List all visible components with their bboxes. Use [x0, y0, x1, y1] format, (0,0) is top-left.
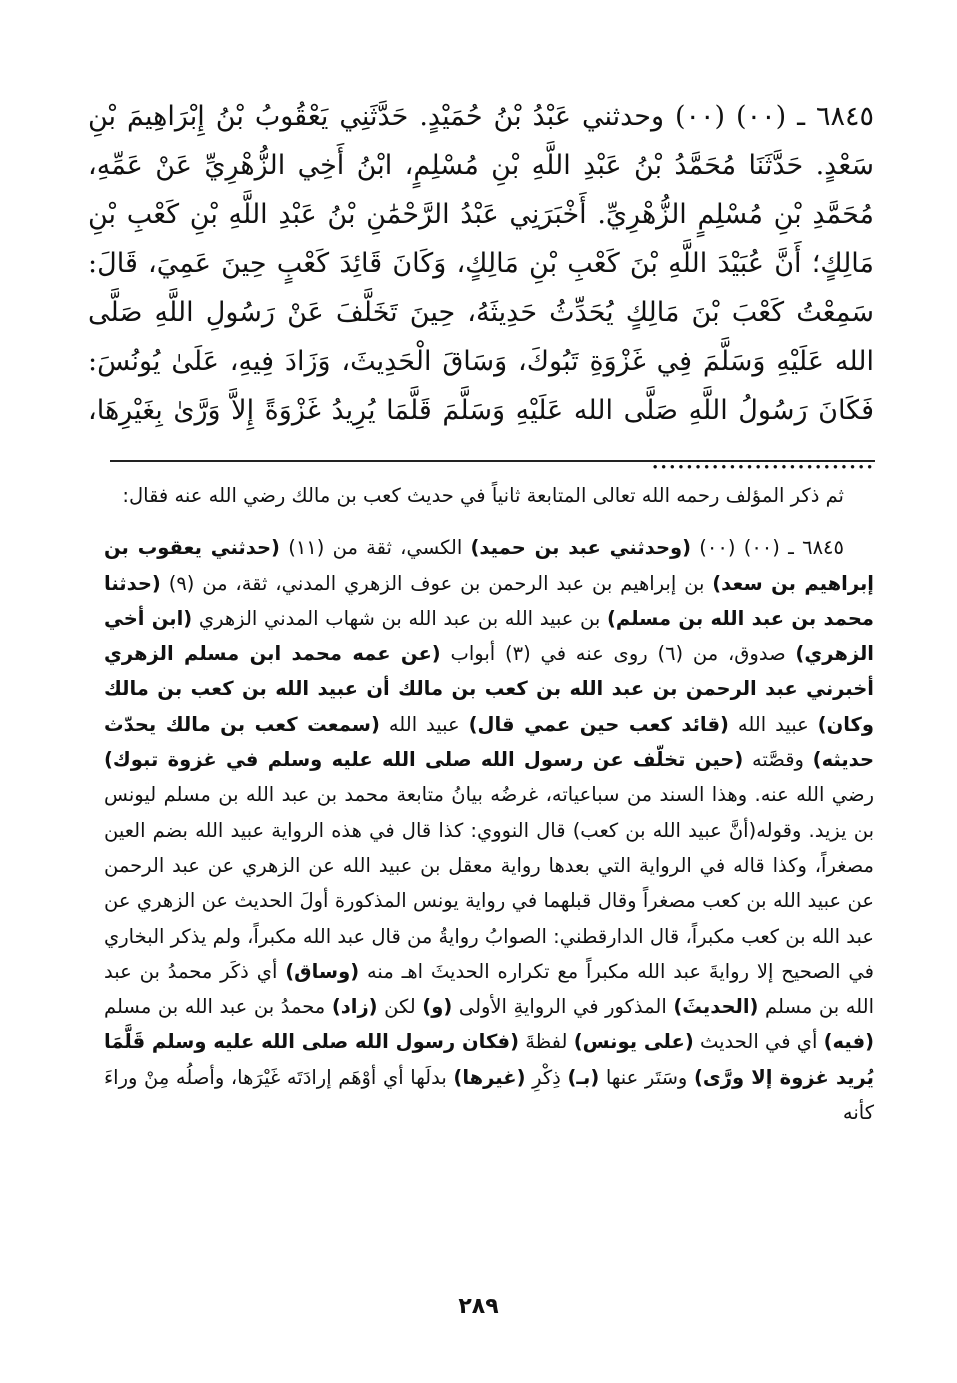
- commentary-bold: (سمعت كعب بن مالك يحدّث حديثه): [104, 712, 874, 772]
- commentary-text: قال النووي: كذا قال في هذه الرواية عبيد الله بضم العين مصغراً، وكذا قاله في الرواية التي بعدها رواية معقل بن عبيد الله عن الزهري عن عبد الرحمن عن عبيد الله بن كعب مصغراً وقال قبلهما في رواية يونس المذكورة أولَ الحديث عن الزهري عن عبد الله بن كعب مكبراً، قال الدارقطني: الصوابُ روايةُ من قال عبد الله مكبراً، ولم يذكر البخاري في الصحيح إلا روايةَ عبد الله مكبراً مع تكراره الحديثَ اهـ منه: [104, 818, 874, 983]
- commentary-text: ذِكْرِ: [525, 1065, 568, 1089]
- commentary-body: [104, 530, 874, 1130]
- commentary-text: المذكور في الروايةِ الأولى: [452, 995, 674, 1019]
- commentary-bold: (وحدثني عبد بن حميد): [470, 536, 692, 560]
- commentary-text: رضي الله عنه. وهذا السند من سباعياته، غرضُه بيانُ متابعة محمد بن عبد الله بن مسلم ليونس بن يزيد. وقوله: [104, 783, 874, 842]
- commentary-bold: (و): [422, 995, 453, 1019]
- commentary-text: بدلَها أي أوْهَم إرادَتَه غَيْرَها، وأصلُه مِنْ وراءَ كأنه: [104, 1065, 874, 1125]
- commentary-bold: (على يونس): [573, 1030, 694, 1054]
- commentary-bold: (ابن أخي الزهري): [104, 606, 874, 666]
- commentary-bold: (الحديثَ): [673, 995, 759, 1019]
- commentary-bold: (فيه): [823, 1030, 875, 1054]
- commentary-text: بن إبراهيم بن عبد الرحمن بن عوف الزهري المدني، ثقة، من (٩): [160, 571, 713, 595]
- commentary-text: محمدُ بن عبد الله بن مسلم: [104, 995, 332, 1019]
- commentary-text: أي في الحديث: [693, 1030, 824, 1054]
- commentary-text: لكن: [377, 995, 423, 1019]
- footnote-separator: [110, 460, 875, 462]
- commentary-bold: (عن عمه محمد ابن مسلم الزهري أخبرني عبد الرحمن بن عبد الله بن كعب بن مالك أن عبيد الله بن كعب بن مالك وكان): [104, 642, 875, 736]
- commentary-bold: (حدثنا محمد بن عبد الله بن مسلم): [104, 571, 874, 630]
- commentary-bold: (حدثني يعقوب بن إبراهيم بن سعد): [104, 536, 874, 595]
- commentary-bold: (قائد كعب حين عمي قال): [468, 712, 729, 736]
- commentary-text: عبيد الله: [379, 712, 469, 736]
- commentary-text: وسَتَر عنها: [599, 1065, 694, 1089]
- commentary-text: وقصَّته: [743, 748, 813, 772]
- commentary-bold: (فكان رسول الله صلى الله عليه وسلم قَلَّمَا يُريد غزوة إلا ورَّى): [104, 1030, 874, 1089]
- commentary-text: أي ذكَر محمدُ بن عبد الله بن مسلم: [104, 959, 874, 1019]
- commentary-text: صدوق، من (٦) روى عنه في (٣) أبواب: [440, 642, 796, 666]
- commentary-bold: (زاد): [331, 995, 378, 1019]
- commentary-text: بن عبيد الله بن عبد الله بن شهاب المدني الزهري: [192, 606, 608, 630]
- commentary: [104, 478, 874, 1130]
- commentary-bold: (حين تخلّف عن رسول الله صلى الله عليه وسلم في غزوة تبوك): [104, 748, 744, 772]
- commentary-bold: (غيرها): [453, 1065, 526, 1089]
- page-number: ٢٨٩: [458, 1294, 499, 1319]
- commentary-intro: ثم ذكر المؤلف رحمه الله تعالى المتابعة ثانياً في حديث كعب بن مالك رضي الله عنه فقال:: [122, 484, 844, 507]
- commentary-text: الكسي، ثقة من (١١): [279, 536, 471, 560]
- commentary-bold: (وساق): [285, 959, 360, 983]
- commentary-text: (أنَّ عبيد الله بن كعب): [572, 818, 757, 842]
- commentary-text: لفظةَ: [519, 1030, 574, 1054]
- commentary-text: عبيد الله: [728, 712, 818, 736]
- hadith-text: ٦٨٤٥ ـ (٠٠) (٠٠) وحدثني عَبْدُ بْنُ حُمَيْدٍ. حَدَّثَنِي يَعْقُوبُ بْنُ إِبْرَاهِيمَ بْنِ سَعْدٍ. حَدَّثَنَا مُحَمَّدُ بْنُ عَبْدِ اللَّهِ بْنِ مُسْلِمٍ، ابْنُ أَخِي الزُّهْرِيِّ عَنْ عَمِّهِ، مُحَمَّدِ بْنِ مُسْلِمٍ الزُّهْرِيِّ. أَخْبَرَنِي عَبْدُ الرَّحْمَٰنِ بْنُ عَبْدِ اللَّهِ بْنِ كَعْبِ بْنِ مَالِكٍ؛ أَنَّ عُبَيْدَ اللَّهِ بْنَ كَعْبِ بْنِ مَالِكٍ، وَكَانَ قَائِدَ كَعْبٍ حِينَ عَمِيَ، قَالَ: سَمِعْتُ كَعْبَ بْنَ مَالِكٍ يُحَدِّثُ حَدِيثَهُ، حِينَ تَخَلَّفَ عَنْ رَسُولِ اللَّهِ صَلَّى الله عَلَيْهِ وَسَلَّمَ فِي غَزْوَةِ تَبُوكَ، وَسَاقَ الْحَدِيثَ، وَزَادَ فِيهِ، عَلَىٰ يُونُسَ: فَكَانَ رَسُولُ اللَّهِ صَلَّى الله عَلَيْهِ وَسَلَّمَ قَلَّمَا يُرِيدُ غَزْوَةً إِلاَّ وَرَّىٰ بِغَيْرِهَا، ..........................: [88, 101, 875, 475]
- commentary-bold: (بـ): [567, 1065, 600, 1089]
- commentary-text: ٦٨٤٥ ـ (٠٠) (٠٠): [691, 536, 845, 560]
